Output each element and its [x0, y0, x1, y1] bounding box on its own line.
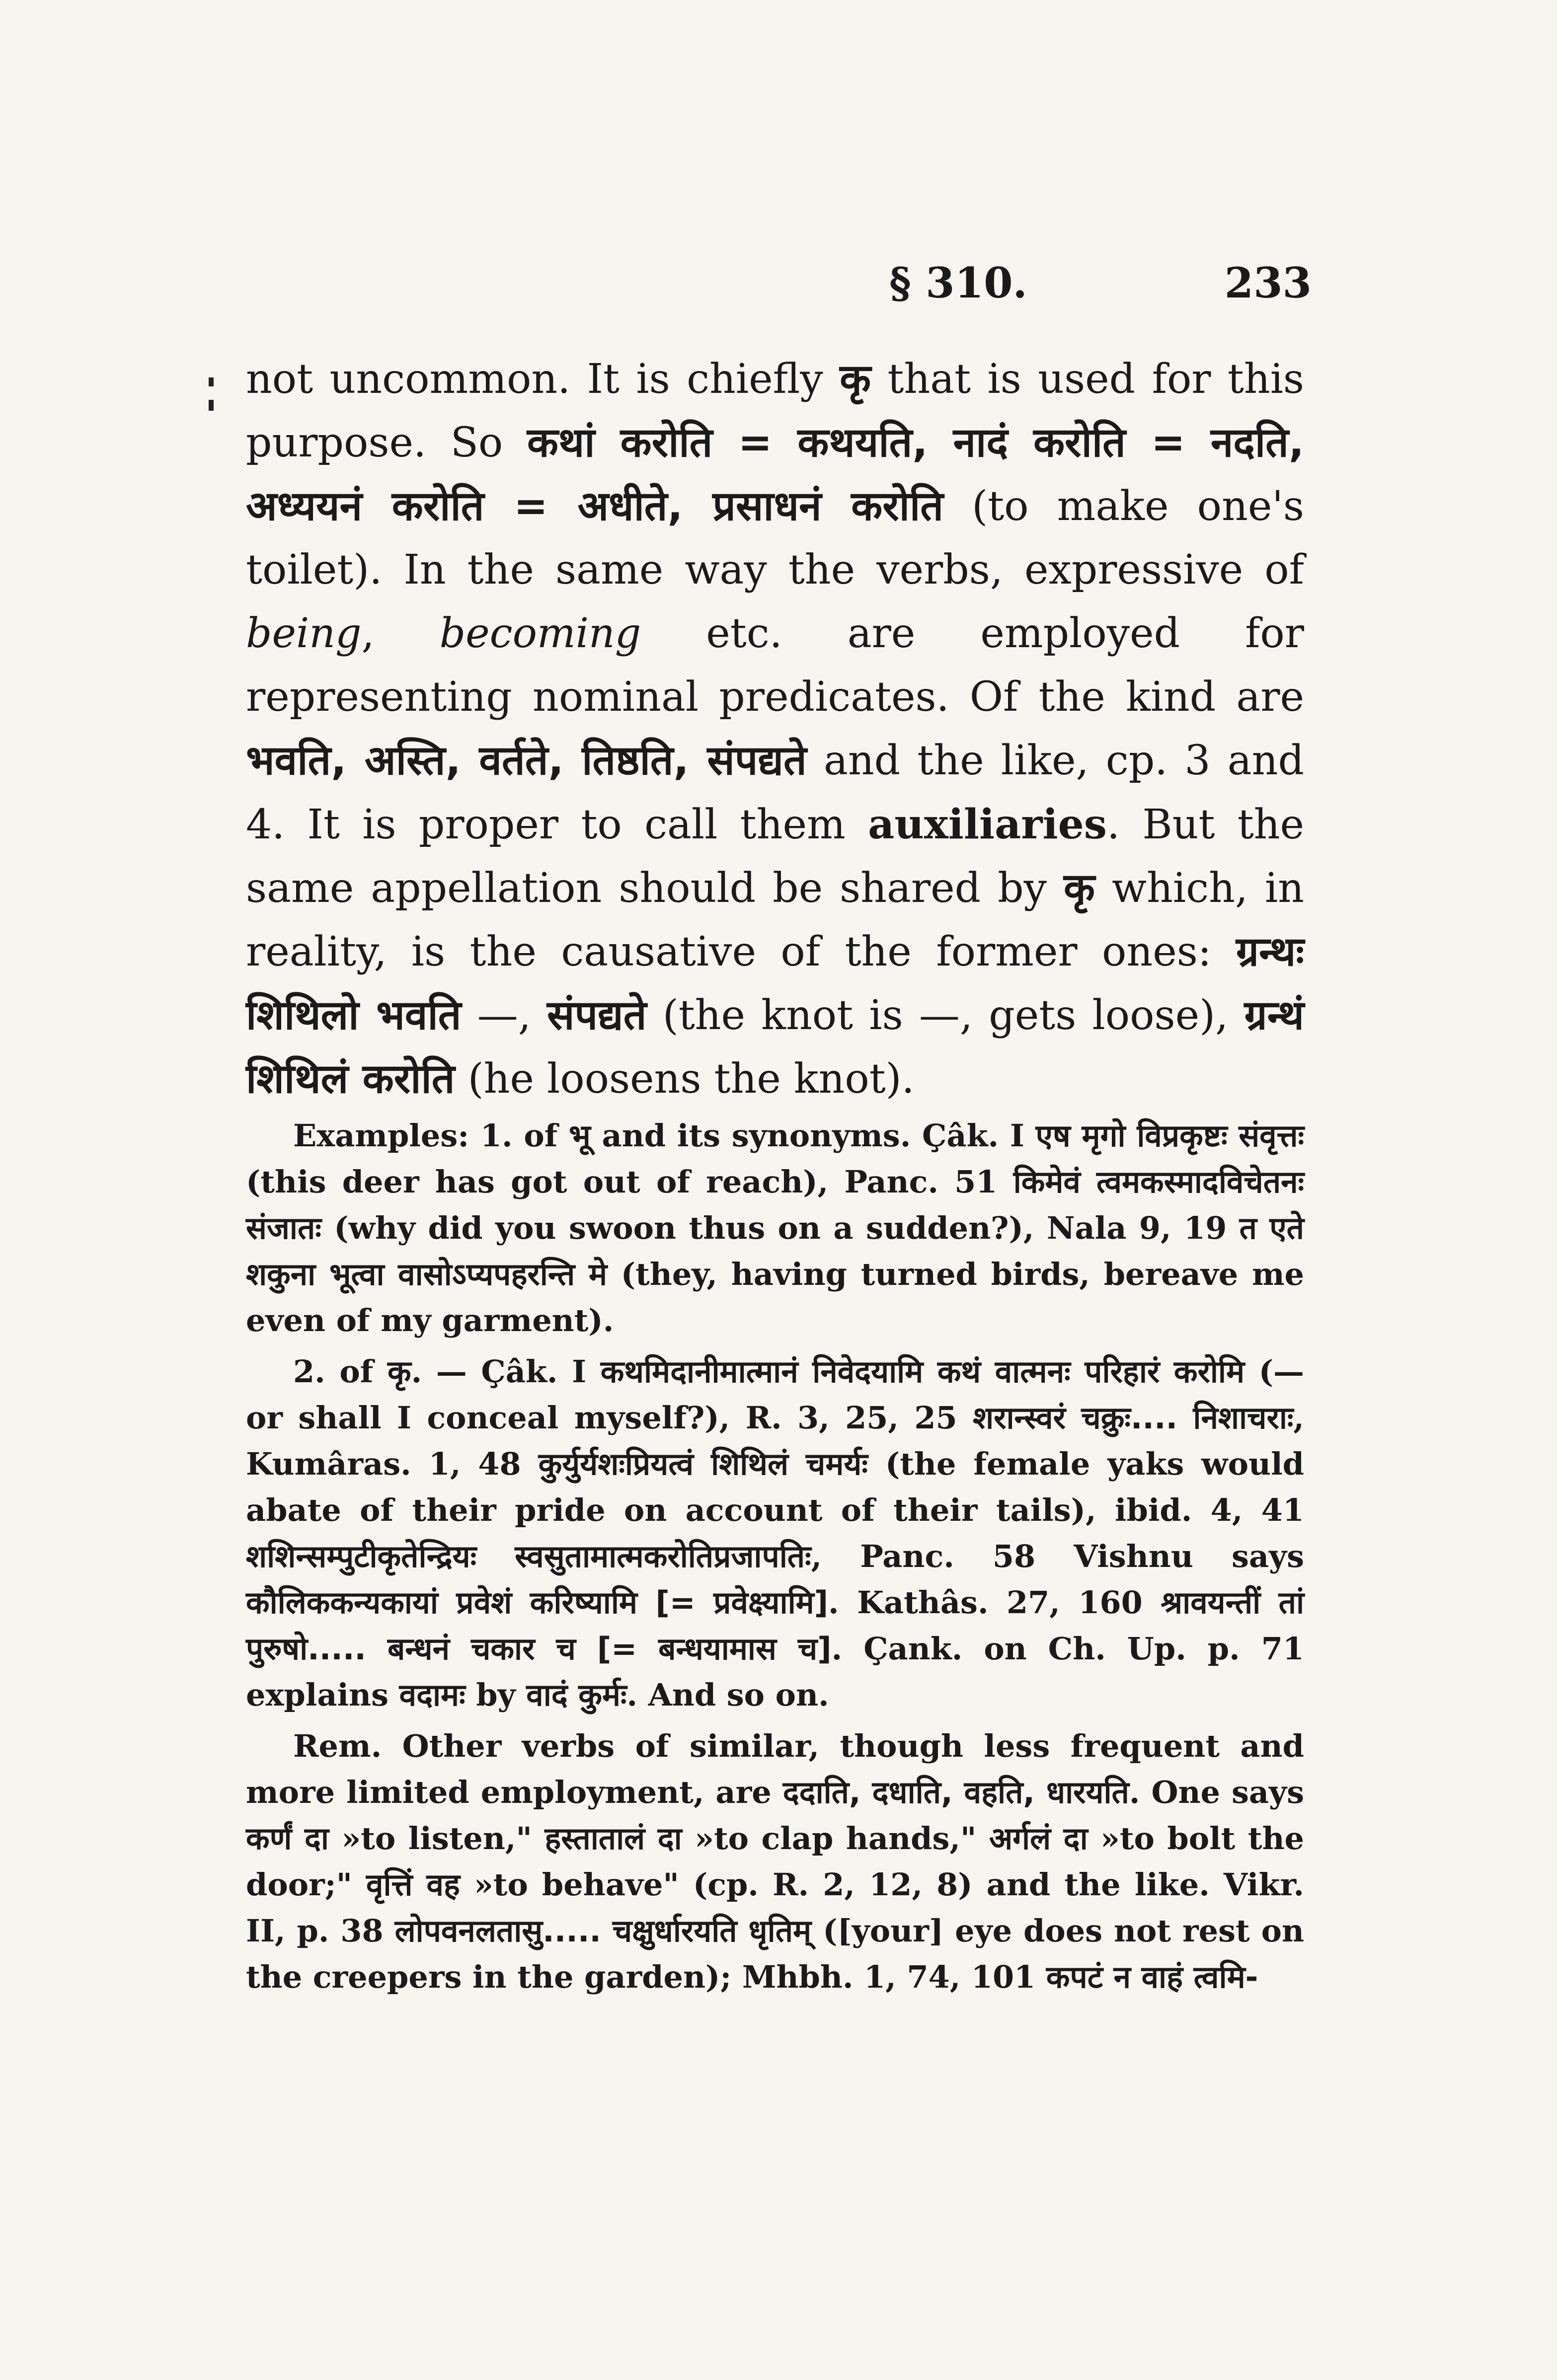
main-paragraph — [246, 348, 1304, 1111]
margin-mark — [209, 400, 214, 411]
page-header — [243, 258, 1312, 318]
section-number: § 310. — [889, 258, 1027, 307]
remark: Rem. Other verbs of similar, though less frequent and more limited employment, are ददाति, दधाति, वहति, धारयति. One says कर्णं दा »to listen," हस्तातालं दा »to clap hands," अर्गलं दा »to bolt the door;" वृत्तिं वह »to behave" (cp. R. 2, 12, 8) and the like. Vikr. II, p. 38 लोपवनलतासु..... चक्षुर्धारयति धृतिम् ([your] eye does not rest on the creepers in the garden); Mhbh. 1, 74, 101 कपटं न वाहं त्वमि- — [246, 1728, 1305, 1995]
paragraph-text: not uncommon. It is chiefly कृ that is used for this purpose. So कथां करोति = कथयति, नादं करोति = नदति, अध्ययनं करोति = अधीते, प्रसाधनं करोति (to make one's toilet). In the same way the verbs, expressive of being, becoming etc. are employed for representing nominal predicates. Of the kind are भवति, अस्ति, वर्तते, तिष्ठति, संपद्यते and the like, cp. 3 and 4. It is proper to call them auxiliaries. But the same appellation should be shared by कृ which, in reality, is the causative of the former ones: ग्रन्थः शिथिलो भवति —, संपद्यते (the knot is —, gets loose), ग्रन्थं शिथिलं करोति (he loosens the knot). — [246, 356, 1305, 1103]
example-1: Examples: 1. of भू and its synonyms. Çâk. I एष मृगो विप्रकृष्टः संवृत्तः (this deer has got out of reach), Panc. 51 किमेवं त्वमकस्मादविचेतनः संजातः (why did you swoon thus on a sudden?), Nala 9, 19 त एते शकुना भूत्वा वासोऽप्यपहरन्ति मे (they, having turned birds, bereave me even of my garment). — [246, 1117, 1305, 1339]
examples-block — [246, 1113, 1304, 2005]
example-2: 2. of कृ. — Çâk. I कथमिदानीमात्मानं निवेदयामि कथं वात्मनः परिहारं करोमि (— or shall I conceal myself?), R. 3, 25, 25 शरान्स्वरं चक्रुः.... निशाचराः, Kumâras. 1, 48 कुर्युर्यशःप्रियत्वं शिथिलं चमर्यः (the female yaks would abate of their pride on account of their tails), ibid. 4, 41 शशिन्सम्पुटीकृतेन्द्रियः स्वसुतामात्मकरोतिप्रजापतिः, Panc. 58 Vishnu says कौलिककन्यकायां प्रवेशं करिष्यामि [= प्रवेक्ष्यामि]. Kathâs. 27, 160 श्रावयन्तीं तां पुरुषो..... बन्धनं चकार च [= बन्धयामास च]. Çank. on Ch. Up. p. 71 explains वदामः by वादं कुर्मः. And so on. — [246, 1353, 1305, 1713]
page-number: 233 — [1224, 258, 1312, 307]
margin-mark — [209, 377, 214, 386]
